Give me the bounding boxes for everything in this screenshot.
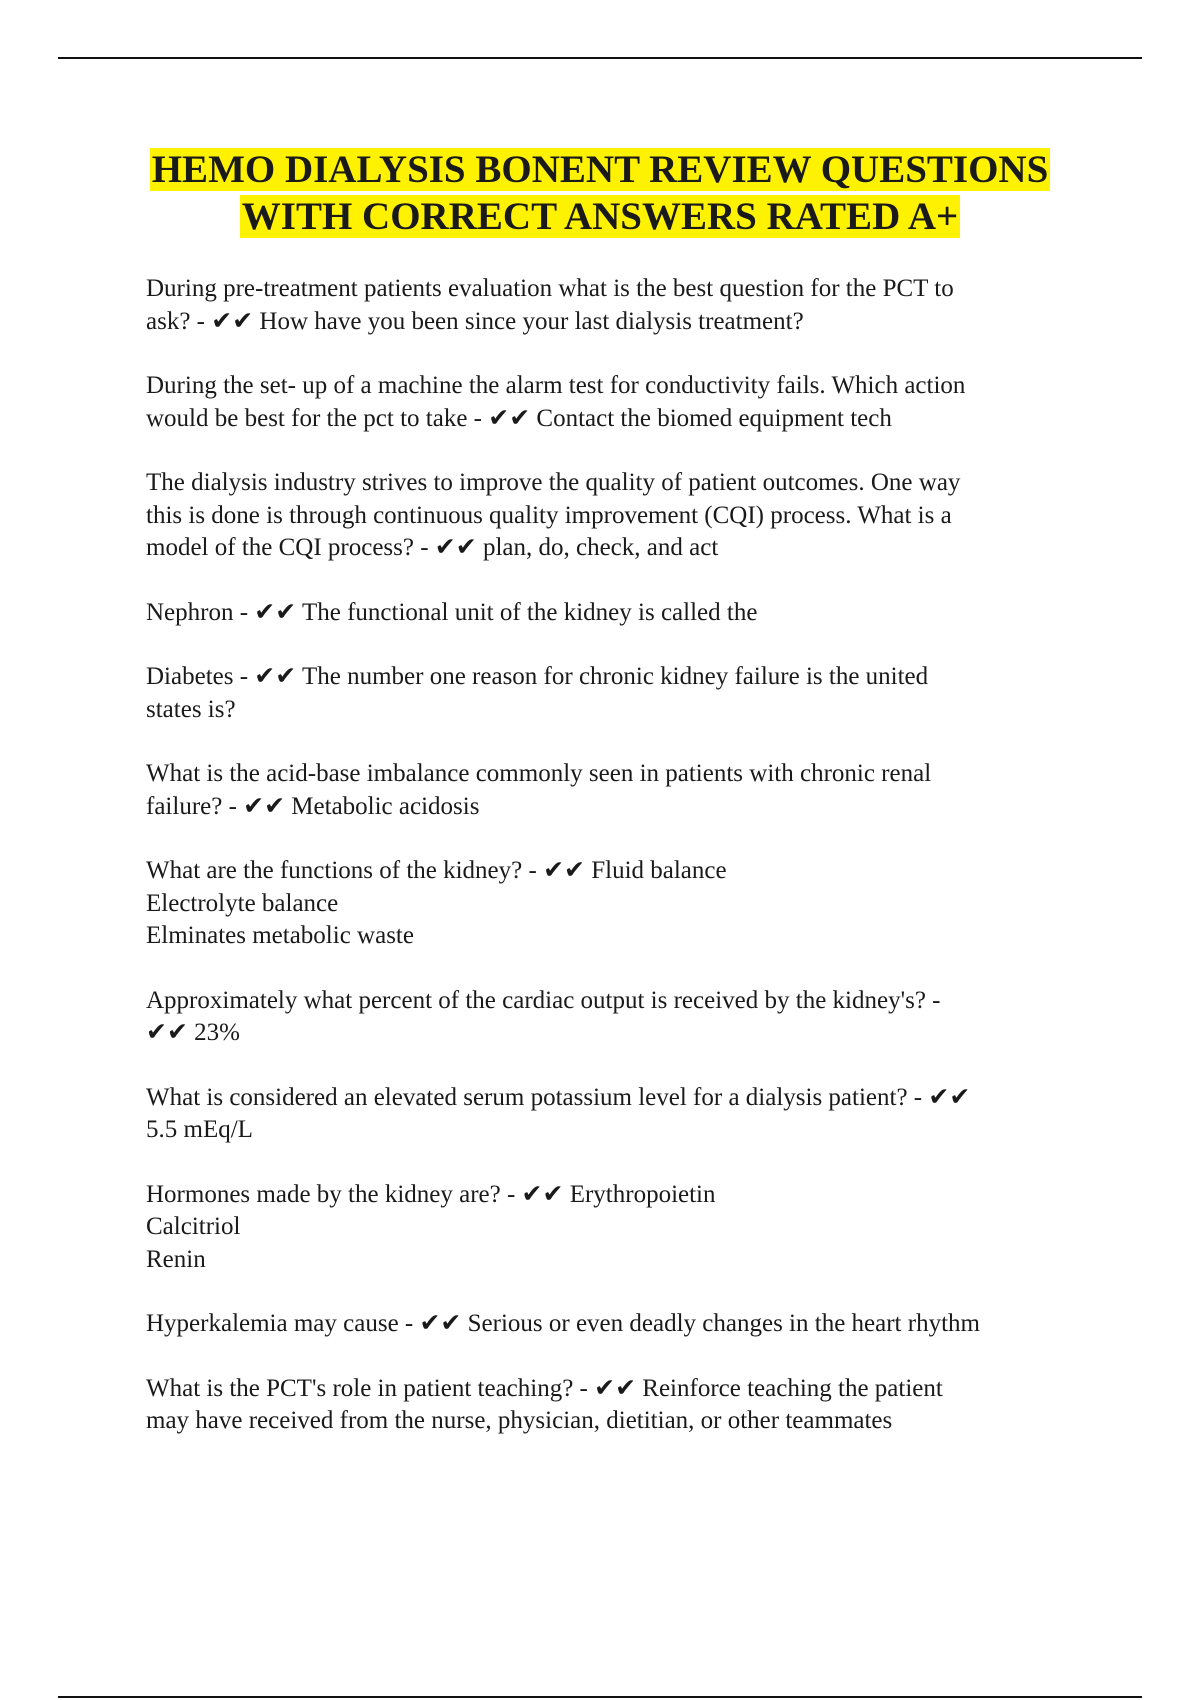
qa-item: During the set- up of a machine the alarm test for conductivity fails. Which action would be best for the pct to take - ✔✔ Contact the biomed equipment tech (146, 372, 966, 432)
qa-item: Diabetes - ✔✔ The number one reason for chronic kidney failure is the united states is? (146, 663, 929, 723)
qa-item: Hormones made by the kidney are? - ✔✔ Erythropoietin Calcitriol Renin (146, 1180, 716, 1273)
document-title (60, 146, 1140, 240)
top-rule (58, 57, 1142, 59)
qa-item: What is the PCT's role in patient teaching? - ✔✔ Reinforce teaching the patient may have received from the nurse, physician, dietitian, or other teammates (146, 1374, 943, 1434)
bottom-rule (58, 1696, 1142, 1698)
title-line-2: WITH CORRECT ANSWERS RATED A+ (241, 195, 959, 238)
qa-item: What are the functions of the kidney? - ✔✔ Fluid balance Electrolyte balance Elminates metabolic waste (146, 857, 727, 949)
title-line-1: HEMO DIALYSIS BONENT REVIEW QUESTIONS (151, 148, 1049, 191)
qa-list (146, 273, 1096, 1470)
qa-item: What is considered an elevated serum potassium level for a dialysis patient? - ✔✔ 5.5 mEq/L (146, 1083, 971, 1143)
qa-item: During pre-treatment patients evaluation what is the best question for the PCT to ask? - ✔✔ How have you been since your last dialysis treatment? (146, 275, 954, 335)
qa-item: What is the acid-base imbalance commonly seen in patients with chronic renal failure? - ✔✔ Metabolic acidosis (146, 760, 932, 820)
qa-item: Nephron - ✔✔ The functional unit of the kidney is called the (146, 598, 758, 626)
qa-item: Approximately what percent of the cardiac output is received by the kidney's? - ✔✔ 23% (146, 986, 941, 1046)
qa-item: Hyperkalemia may cause - ✔✔ Serious or even deadly changes in the heart rhythm (146, 1310, 980, 1337)
qa-item: The dialysis industry strives to improve the quality of patient outcomes. One way this is done is through continuous quality improvement (CQI) process. What is a model of the CQI process? - ✔✔ plan, do, check, and act (146, 469, 961, 561)
